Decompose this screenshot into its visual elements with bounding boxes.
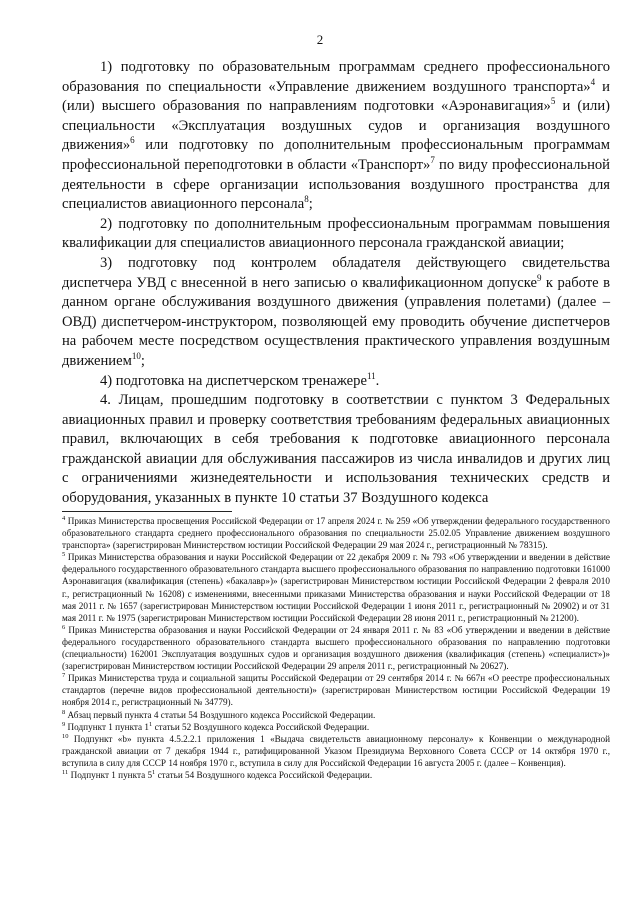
text-run: 2) подготовку по дополнительным профессиональным программам повышения квалификации для специалистов авиационного персонала гражданской авиации; xyxy=(62,215,610,252)
footnote-ref: 1 xyxy=(149,720,153,728)
footnote-ref: 9 xyxy=(536,272,542,283)
paragraph xyxy=(62,391,610,509)
footnote-ref: 10 xyxy=(131,351,141,362)
footnote-ref: 6 xyxy=(62,623,66,631)
text-run: ; xyxy=(308,196,313,213)
text-run: статьи 54 Воздушного кодекса Российской Федерации. xyxy=(155,769,373,780)
text-run: 3) подготовку под контролем обладателя действующего свидетельства диспетчера УВД с внесенной в него записью о квалификационном допуске xyxy=(62,254,610,291)
footnote-ref: 11 xyxy=(62,768,69,776)
footnote xyxy=(62,769,610,781)
text-run: 4. Лицам, прошедшим подготовку в соответствии с пунктом 3 Федеральных авиационных правил и проверку соответствия требованиям федеральных авиационных правил, включающих в себя требования к подготовке авиационного персонала гражданской авиации для обслуживания пассажиров из числа инвалидов и других лиц с ограничениями жизнедеятельности и использования технических средств и оборудования, указанных в пункте 10 статьи 37 Воздушного кодекса xyxy=(62,392,610,507)
text-run: Абзац первый пункта 4 статьи 54 Воздушного кодекса Российской Федерации. xyxy=(65,709,376,720)
text-run: Приказ Министерства просвещения Российской Федерации от 17 апреля 2024 г. № 259 «Об утверждении федерального государственного образовательного стандарта среднего профессионального образования по специальности 25.02.05 Управление движением воздушного транспорта» (зарегистрирован Министерством юстиции Российской Федерации 29 мая 2024 г., регистрационный № 78315). xyxy=(62,516,610,551)
paragraph xyxy=(62,58,610,215)
footnote-ref: 1 xyxy=(152,768,156,776)
footnote-ref: 5 xyxy=(550,96,556,107)
text-run: 1) подготовку по образовательным программам среднего профессионального образования по специальности «Управление движением воздушного транспорта» xyxy=(62,59,610,95)
footnote xyxy=(62,733,610,769)
text-run: и (или) специальности «Эксплуатация воздушных судов и организация воздушного движения» xyxy=(62,98,610,154)
footnote-ref: 4 xyxy=(62,514,66,522)
text-run: по виду профессиональной деятельности в сфере организации использования воздушного пространства для специалистов авиационного персонала xyxy=(62,156,610,213)
paragraph xyxy=(62,254,610,372)
footnote-ref: 4 xyxy=(590,76,596,87)
text-run: статьи 52 Воздушного кодекса Российской Федерации. xyxy=(152,721,370,732)
footnote-ref: 8 xyxy=(304,194,309,205)
footnote xyxy=(62,551,610,624)
text-run: Приказ Министерства образования и науки Российской Федерации от 24 января 2011 г. № 83 «Об утверждении и введении в действие федерального государственного образовательного стандарта высшего профессионального образования по направлению подготовки (специальности) 162001 Эксплуатация воздушных судов и организация воздушного движения (квалификация (степень) «специалист»)» (зарегистрирован Министерством юстиции Российской Федерации 29 апреля 2011 г., регистрационный № 20627). xyxy=(62,624,610,672)
footnote xyxy=(62,672,610,708)
footnotes xyxy=(62,515,610,781)
text-run: ; xyxy=(140,352,145,369)
footnote xyxy=(62,515,610,551)
text-run: или подготовку по дополнительным профессиональным программам профессиональной переподготовки в области «Транспорт» xyxy=(62,137,610,173)
text-run: и (или) высшего образования по направлениям подготовки «Аэронавигация» xyxy=(62,78,610,115)
text-run: . xyxy=(375,372,380,389)
footnote-ref: 11 xyxy=(366,370,376,381)
footnote-ref: 6 xyxy=(130,135,135,146)
footnote-ref: 9 xyxy=(62,720,66,728)
paragraph xyxy=(62,215,610,254)
text-run: к работе в данном органе обслуживания воздушного движения (управления полетами) (далее – ОВД) диспетчером-инструктором, позволяющей ему проводить обучение диспетчеров на рабочем месте посредством осуществления практического управления воздушным движением xyxy=(62,274,610,369)
main-text xyxy=(62,58,610,509)
paragraph xyxy=(62,372,610,392)
footnote xyxy=(62,709,610,721)
text-run: Подпункт 1 пункта 1 xyxy=(65,721,150,732)
footnote-ref: 7 xyxy=(430,155,435,166)
page-number: 2 xyxy=(316,32,324,47)
footnote-divider xyxy=(62,511,232,512)
text-run: Приказ Министерства образования и науки Российской Федерации от 22 декабря 2009 г. № 793 «Об утверждении и введении в действие федерального государственного образовательного стандарта высшего профессионального образования по направлению подготовки 161000 Аэронавигация (квалификация (степень) «бакалавр»)» (зарегистрирован Министерством юстиции Российской Федерации 2 февраля 2010 г., регистрационный № 16208) с изменениями, внесенными приказами Министерства образования и науки Российской Федерации от 18 мая 2011 г. № 1657 (зарегистрирован Министерством юстиции Российской Федерации 1 июня 2011 г., регистрационный № 20902) и от 31 мая 2011 г. № 1975 (зарегистрирован Министерством юстиции Российской Федерации 28 июня 2011 г., регистрационный № 21200). xyxy=(62,552,610,623)
text-run: Приказ Министерства труда и социальной защиты Российской Федерации от 29 сентября 2014 г. № 667н «О реестре профессиональных стандартов (перечне видов профессиональной деятельности)» (зарегистрирован Министерством юстиции Российской Федерации 19 ноября 2014 г., регистрационный № 34779). xyxy=(62,673,610,708)
footnote-ref: 8 xyxy=(62,708,66,716)
text-run: Подпункт 1 пункта 5 xyxy=(68,769,153,780)
footnote-ref: 10 xyxy=(62,732,69,740)
footnote-ref: 5 xyxy=(62,551,66,559)
footnote xyxy=(62,624,610,672)
footnote-ref: 7 xyxy=(62,672,66,680)
footnote xyxy=(62,721,610,733)
text-run: Подпункт «b» пункта 4.5.2.2.1 приложения 1 «Выдача свидетельств авиационному персоналу» к Конвенции о международной гражданской авиации от 7 декабря 1944 г., ратифицированной Указом Президиума Верховного Совета СССР от 14 октября 1970 г., вступила в силу для СССР 14 ноября 1970 г., вступила в силу для Российской Федерации 16 августа 2005 г. (далее – Конвенция). xyxy=(62,733,610,768)
text-run: 4) подготовка на диспетчерском тренажере xyxy=(100,372,367,389)
